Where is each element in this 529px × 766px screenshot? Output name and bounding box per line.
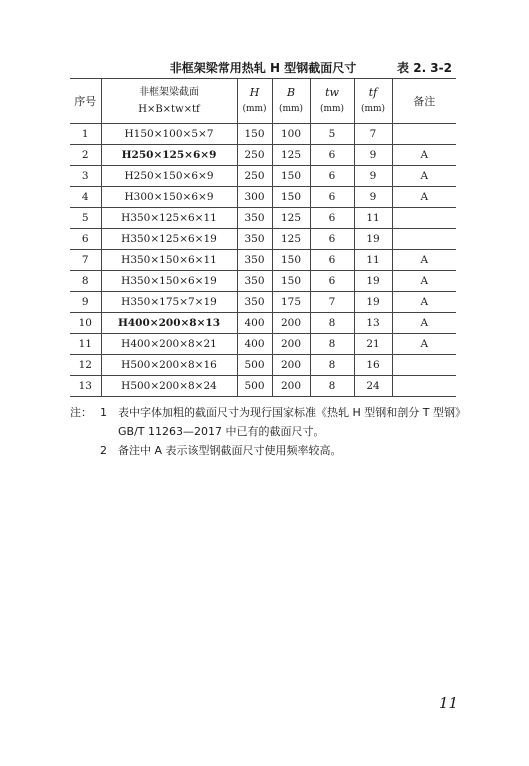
cell-h: 350	[237, 250, 272, 271]
cell-seq: 9	[70, 292, 101, 313]
table-row	[70, 166, 456, 187]
cell-b: 150	[272, 250, 310, 271]
cell-b: 125	[272, 145, 310, 166]
cell-tw: 5	[310, 124, 354, 145]
page-number: 11	[438, 694, 458, 712]
table-caption	[70, 59, 456, 75]
cell-remark: A	[392, 334, 456, 355]
cell-h: 300	[237, 187, 272, 208]
cell-b: 200	[272, 334, 310, 355]
cell-remark: A	[392, 166, 456, 187]
table-row	[70, 292, 456, 313]
table-row	[70, 145, 456, 166]
cell-tw: 6	[310, 250, 354, 271]
cell-seq: 8	[70, 271, 101, 292]
header-remark: 备注	[392, 79, 456, 124]
table-row	[70, 208, 456, 229]
table-title: 非框架梁常用热轧 H 型钢截面尺寸	[169, 61, 357, 75]
table-row	[70, 229, 456, 250]
cell-section: H250×125×6×9	[101, 145, 237, 166]
cell-remark	[392, 124, 456, 145]
cell-tf: 9	[354, 187, 392, 208]
cell-tf: 13	[354, 313, 392, 334]
cell-tf: 19	[354, 229, 392, 250]
table-number: 表 2. 3-2	[397, 61, 452, 75]
cell-section: H250×150×6×9	[101, 166, 237, 187]
cell-h: 250	[237, 145, 272, 166]
cell-tw: 6	[310, 208, 354, 229]
cell-section: H150×100×5×7	[101, 124, 237, 145]
cell-tw: 8	[310, 313, 354, 334]
cell-remark	[392, 376, 456, 397]
cell-h: 400	[237, 334, 272, 355]
table-row	[70, 271, 456, 292]
cell-tf: 9	[354, 145, 392, 166]
cell-seq: 6	[70, 229, 101, 250]
header-b-unit: (mm)	[278, 104, 304, 114]
header-h	[237, 79, 272, 124]
h-section-table	[70, 78, 456, 397]
table-header-row	[70, 79, 456, 124]
table-row	[70, 334, 456, 355]
cell-tf: 16	[354, 355, 392, 376]
header-b-symbol: B	[286, 86, 296, 99]
header-b	[272, 79, 310, 124]
header-h-unit: (mm)	[242, 104, 267, 114]
header-h-symbol: H	[249, 86, 260, 99]
note-number: 2	[100, 444, 107, 457]
cell-h: 500	[237, 376, 272, 397]
cell-b: 150	[272, 271, 310, 292]
cell-b: 150	[272, 166, 310, 187]
table-row	[70, 187, 456, 208]
cell-b: 200	[272, 355, 310, 376]
note-text-line: 备注中 A 表示该型钢截面尺寸使用频率较高。	[118, 444, 342, 457]
cell-section: H400×200×8×21	[101, 334, 237, 355]
cell-remark: A	[392, 187, 456, 208]
table-row	[70, 376, 456, 397]
cell-h: 350	[237, 271, 272, 292]
cell-tw: 6	[310, 145, 354, 166]
cell-tf: 19	[354, 271, 392, 292]
cell-section: H350×125×6×11	[101, 208, 237, 229]
cell-tf: 19	[354, 292, 392, 313]
table-row	[70, 124, 456, 145]
cell-remark: A	[392, 313, 456, 334]
cell-section: H400×200×8×13	[101, 313, 237, 334]
table-row	[70, 250, 456, 271]
cell-remark: A	[392, 145, 456, 166]
cell-seq: 4	[70, 187, 101, 208]
cell-tw: 7	[310, 292, 354, 313]
cell-section: H350×125×6×19	[101, 229, 237, 250]
cell-section: H350×150×6×11	[101, 250, 237, 271]
header-tf-unit: (mm)	[360, 104, 386, 114]
cell-seq: 5	[70, 208, 101, 229]
cell-b: 150	[272, 187, 310, 208]
cell-seq: 13	[70, 376, 101, 397]
cell-seq: 7	[70, 250, 101, 271]
cell-remark: A	[392, 271, 456, 292]
cell-h: 150	[237, 124, 272, 145]
note-text-line: GB/T 11263—2017 中已有的截面尺寸。	[118, 425, 325, 438]
header-seq: 序号	[70, 79, 101, 124]
cell-tf: 11	[354, 250, 392, 271]
cell-seq: 11	[70, 334, 101, 355]
cell-b: 125	[272, 208, 310, 229]
cell-h: 400	[237, 313, 272, 334]
header-section	[101, 79, 237, 124]
note-text-line: 表中字体加粗的截面尺寸为现行国家标准《热轧 H 型钢和剖分 T 型钢》	[118, 406, 466, 419]
cell-seq: 12	[70, 355, 101, 376]
cell-section: H350×175×7×19	[101, 292, 237, 313]
cell-tw: 6	[310, 229, 354, 250]
cell-seq: 10	[70, 313, 101, 334]
header-tf	[354, 79, 392, 124]
header-tw	[310, 79, 354, 124]
cell-h: 350	[237, 292, 272, 313]
cell-b: 100	[272, 124, 310, 145]
note-number: 1	[100, 406, 107, 419]
cell-remark: A	[392, 292, 456, 313]
cell-tw: 8	[310, 334, 354, 355]
cell-tw: 6	[310, 187, 354, 208]
table-row	[70, 313, 456, 334]
cell-h: 250	[237, 166, 272, 187]
note-item	[70, 403, 470, 441]
table-row	[70, 355, 456, 376]
cell-remark: A	[392, 250, 456, 271]
header-section-label: 非框架梁截面	[139, 87, 199, 98]
table-notes	[70, 403, 470, 460]
cell-seq: 2	[70, 145, 101, 166]
cell-h: 500	[237, 355, 272, 376]
header-tw-unit: (mm)	[319, 104, 345, 114]
cell-section: H300×150×6×9	[101, 187, 237, 208]
header-tf-symbol: tf	[368, 86, 378, 99]
cell-tw: 8	[310, 355, 354, 376]
cell-tf: 24	[354, 376, 392, 397]
cell-h: 350	[237, 229, 272, 250]
notes-lead: 注：	[70, 406, 92, 419]
cell-b: 125	[272, 229, 310, 250]
cell-tw: 6	[310, 166, 354, 187]
note-item	[70, 441, 470, 460]
cell-tf: 21	[354, 334, 392, 355]
cell-section: H500×200×8×24	[101, 376, 237, 397]
cell-tf: 9	[354, 166, 392, 187]
cell-tw: 6	[310, 271, 354, 292]
cell-b: 200	[272, 376, 310, 397]
cell-seq: 1	[70, 124, 101, 145]
cell-b: 175	[272, 292, 310, 313]
cell-seq: 3	[70, 166, 101, 187]
cell-tf: 7	[354, 124, 392, 145]
cell-section: H350×150×6×19	[101, 271, 237, 292]
cell-section: H500×200×8×16	[101, 355, 237, 376]
cell-remark	[392, 355, 456, 376]
cell-tw: 8	[310, 376, 354, 397]
cell-remark	[392, 208, 456, 229]
header-section-formula: H×B×tw×tf	[138, 104, 200, 115]
cell-b: 200	[272, 313, 310, 334]
cell-remark	[392, 229, 456, 250]
cell-tf: 11	[354, 208, 392, 229]
header-tw-symbol: tw	[325, 86, 339, 99]
cell-h: 350	[237, 208, 272, 229]
